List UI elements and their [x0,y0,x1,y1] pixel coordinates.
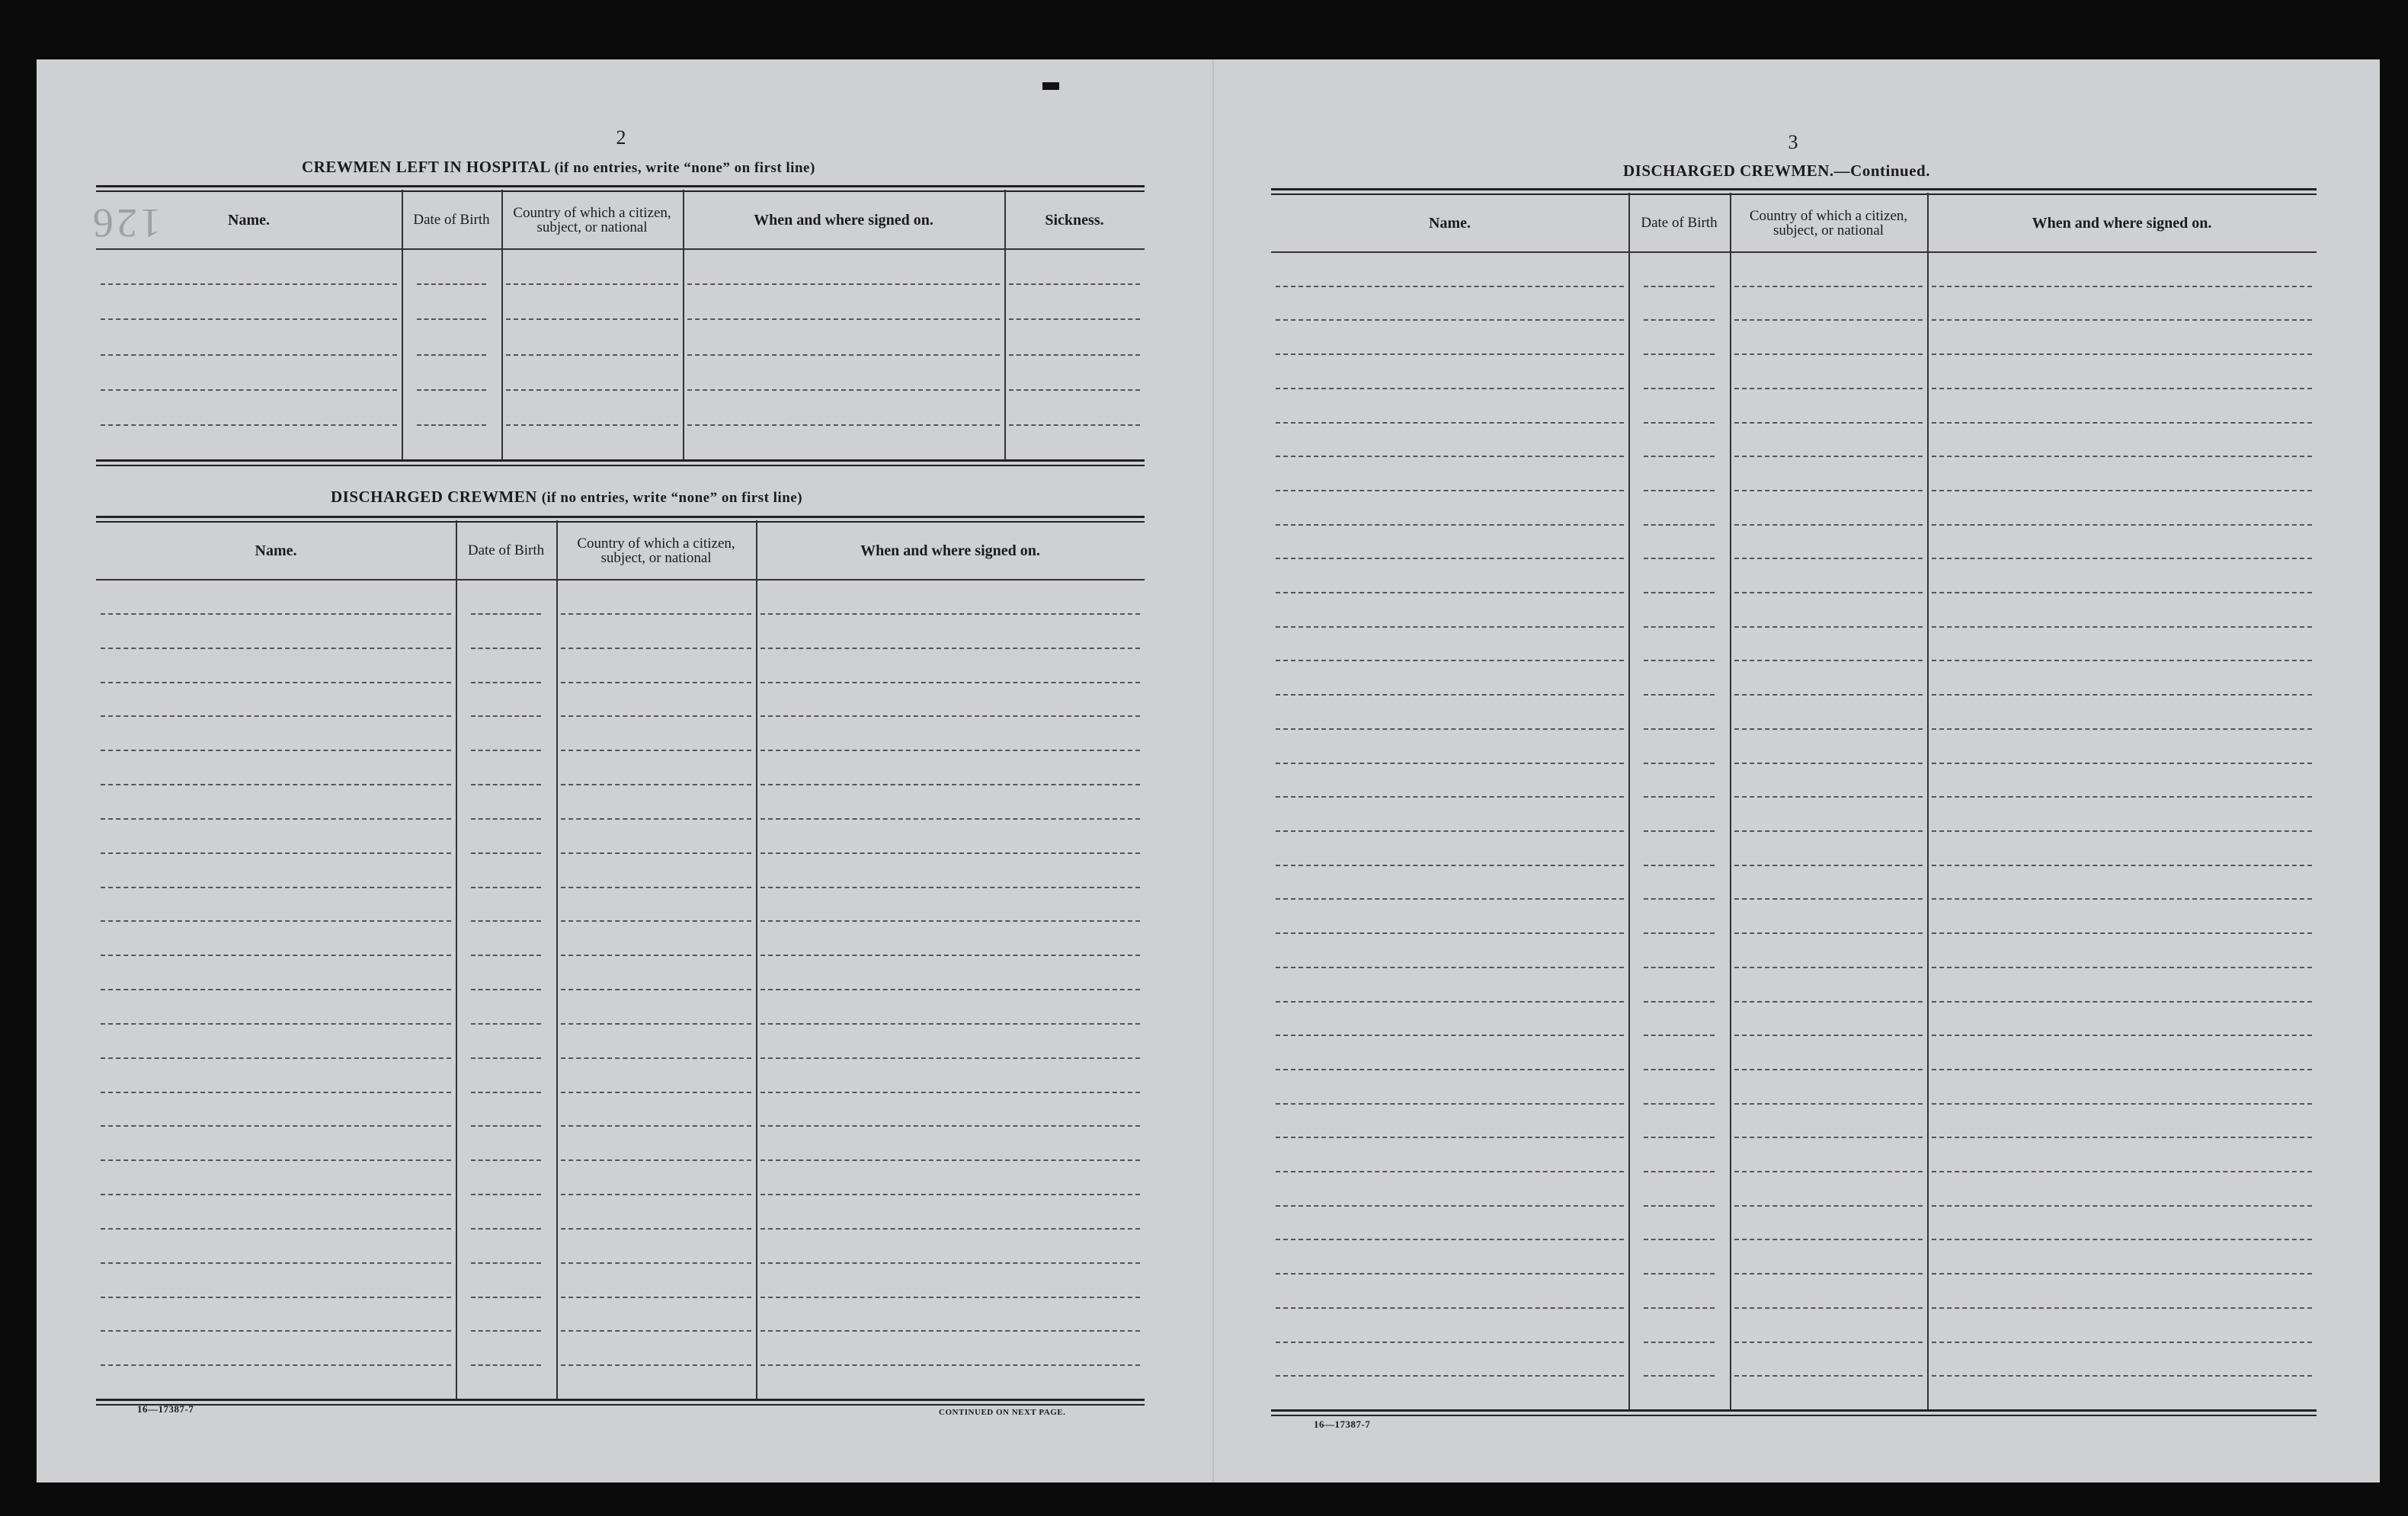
form-sheet [37,59,2380,1482]
continued-table-ruling-line [1276,1001,1624,1003]
continued-table-ruling-line [1932,319,2312,321]
continued-table-ruling-line [1734,796,1923,798]
continued-table-ruling-line [1644,898,1715,900]
discharged-table-ruling-line [471,955,541,956]
continued-table-ruling-line [1276,1137,1624,1138]
discharged-table-col-divider [456,520,457,1399]
continued-table-ruling-line [1734,558,1923,559]
discharged-table-ruling-line [761,1228,1140,1230]
discharged-table-ruling-line [471,1228,541,1230]
continued-table-ruling-line [1276,1035,1624,1036]
continued-table-ruling-line [1734,1307,1923,1309]
continued-table-ruling-line [1644,1239,1715,1240]
continued-table-ruling-line [1932,592,2312,593]
discharged-table-header-1: Date of Birth [467,542,545,558]
discharged-table-ruling-line [471,1330,541,1332]
continued-table-ruling-line [1276,456,1624,457]
discharged-table-ruling-line [761,989,1140,990]
hospital-table-ruling-line [101,424,397,426]
discharged-table-ruling-line [101,1125,451,1127]
continued-table-ruling-line [1734,490,1923,491]
hospital-table-ruling-line [506,424,678,426]
continued-table-ruling-line [1276,388,1624,389]
discharged-table-ruling-line [471,682,541,683]
continued-table-ruling-line [1644,1375,1715,1377]
hospital-table-ruling-line [1009,389,1140,391]
continued-table-ruling-line [1276,286,1624,287]
discharged-table-ruling-line [471,1364,541,1366]
discharged-table-ruling-line [471,852,541,854]
continued-table-ruling-line [1644,932,1715,934]
discharged-table-ruling-line [101,1057,451,1059]
discharged-table-ruling-line [101,1297,451,1298]
discharged-table-ruling-line [561,989,751,990]
continued-table-col-divider [1628,193,1630,1409]
discharged-table-ruling-line [561,1194,751,1195]
discharged-table-ruling-line [471,613,541,615]
discharged-table-ruling-line [761,682,1140,683]
continued-table-ruling-line [1932,286,2312,287]
discharged-table-ruling-line [471,648,541,649]
continued-table-ruling-line [1644,660,1715,661]
discharged-table-ruling-line [101,1023,451,1025]
continued-table-ruling-line [1644,796,1715,798]
continued-table-ruling-line [1276,865,1624,866]
hospital-table-header-1: Date of Birth [413,212,490,228]
continued-table-ruling-line [1276,1342,1624,1343]
continued-table-ruling-line [1932,728,2312,730]
continued-table-ruling-line [1734,1239,1923,1240]
continued-table-ruling-line [1644,1001,1715,1003]
discharged-table-ruling-line [101,818,451,820]
continued-table-header-1: Date of Birth [1641,215,1718,231]
continued-table-ruling-line [1644,490,1715,491]
discharged-table-ruling-line [561,887,751,888]
hospital-table-ruling-line [506,318,678,320]
continued-table-col-divider [1730,193,1731,1409]
continued-table-ruling-line [1734,865,1923,866]
discharged-table-header-0: Name. [255,542,297,559]
continued-table-ruling-line [1734,388,1923,389]
discharged-table-ruling-line [761,750,1140,751]
hospital-table-ruling-line [506,354,678,356]
continued-table-ruling-line [1932,1069,2312,1070]
continued-table-ruling-line [1734,524,1923,526]
discharged-table-col-divider [556,520,558,1399]
continued-table-ruling-line [1276,353,1624,355]
continued-table-ruling-line [1644,524,1715,526]
discharged-table-ruling-line [471,818,541,820]
discharged-table-ruling-line [561,1023,751,1025]
hospital-table-ruling-line [101,354,397,356]
hospital-table-bottom-rule [96,459,1145,462]
continued-table-ruling-line [1734,456,1923,457]
discharged-table-col-divider [756,520,757,1399]
continued-table-ruling-line [1932,1375,2312,1377]
continued-table-ruling-line [1932,524,2312,526]
discharged-table-ruling-line [101,682,451,683]
discharged-table-ruling-line [761,1125,1140,1127]
continued-table-ruling-line [1644,1069,1715,1070]
continued-table-ruling-line [1644,1171,1715,1172]
discharged-table-ruling-line [561,852,751,854]
discharged-table-ruling-line [471,1262,541,1264]
continued-table-ruling-line [1734,286,1923,287]
continued-table-ruling-line [1644,558,1715,559]
continued-table-ruling-line [1734,1205,1923,1207]
discharged-table-ruling-line [761,613,1140,615]
discharged-title-text: DISCHARGED CREWMEN [331,488,537,506]
continued-table-ruling-line [1932,1171,2312,1172]
continued-table-bottom-rule [1271,1409,2317,1412]
discharged-table-ruling-line [761,887,1140,888]
discharged-table-ruling-line [761,1023,1140,1025]
continued-table-ruling-line [1276,1205,1624,1207]
hospital-table-ruling-line [687,318,1000,320]
continued-table-ruling-line [1276,558,1624,559]
continued-table-ruling-line [1932,1137,2312,1138]
bleed-through-number: 126 [90,200,161,246]
continued-table-ruling-line [1734,967,1923,968]
hospital-title-text: CREWMEN LEFT IN HOSPITAL [302,158,550,176]
continued-table-ruling-line [1932,830,2312,832]
discharged-table-ruling-line [561,818,751,820]
continued-table-ruling-line [1644,456,1715,457]
continued-table-ruling-line [1734,1001,1923,1003]
hospital-table-ruling-line [101,283,397,285]
continued-section-title: DISCHARGED CREWMEN.—Continued. [1623,162,1930,180]
discharged-table-ruling-line [561,1125,751,1127]
hospital-table-ruling-line [687,389,1000,391]
continued-table-ruling-line [1734,728,1923,730]
continued-table-ruling-line [1932,456,2312,457]
discharged-table-ruling-line [101,887,451,888]
continued-table-ruling-line [1932,1273,2312,1275]
form-number-right: 16—17387-7 [1314,1418,1371,1430]
discharged-table-ruling-line [471,784,541,785]
continued-table-ruling-line [1734,592,1923,593]
continued-table-ruling-line [1734,626,1923,628]
discharged-title-note: (if no entries, write “none” on first line) [541,490,803,506]
continued-table-ruling-line [1932,1205,2312,1207]
discharged-table-ruling-line [101,750,451,751]
continued-table-ruling-line [1932,898,2312,900]
discharged-table-ruling-line [561,682,751,683]
continued-table-ruling-line [1276,694,1624,696]
continued-table-ruling-line [1932,1001,2312,1003]
continued-table-ruling-line [1644,1342,1715,1343]
continued-table-ruling-line [1276,898,1624,900]
discharged-table-header-2: Country of which a citizen, subject, or national [577,535,735,566]
continued-table-ruling-line [1932,353,2312,355]
continued-table-ruling-line [1932,558,2312,559]
discharged-table-ruling-line [471,1159,541,1161]
continued-table-ruling-line [1644,1273,1715,1275]
continued-table-header-rule [1271,251,2317,253]
discharged-table-ruling-line [761,1297,1140,1298]
continued-table-ruling-line [1644,626,1715,628]
hospital-table-ruling-line [417,424,486,426]
discharged-table-ruling-line [761,1057,1140,1059]
continued-table-ruling-line [1734,694,1923,696]
continued-table-ruling-line [1932,796,2312,798]
discharged-table-ruling-line [761,1330,1140,1332]
continued-table-ruling-line [1276,524,1624,526]
discharged-table-ruling-line [101,715,451,717]
discharged-table-ruling-line [561,715,751,717]
continued-table-ruling-line [1734,1035,1923,1036]
continued-table-ruling-line [1644,422,1715,424]
discharged-table-header-rule [96,579,1145,580]
discharged-table-ruling-line [761,1092,1140,1093]
discharged-table-ruling-line [471,920,541,922]
hospital-table-ruling-line [687,283,1000,285]
discharged-table-ruling-line [561,1057,751,1059]
hospital-title-note: (if no entries, write “none” on first line) [554,160,815,176]
continued-table-top-rule [1271,188,2317,190]
discharged-table-ruling-line [761,955,1140,956]
discharged-table-ruling-line [471,989,541,990]
discharged-table-ruling-line [561,920,751,922]
continued-table-ruling-line [1644,1103,1715,1105]
hospital-table-ruling-line [687,354,1000,356]
discharged-table-ruling-line [561,1228,751,1230]
hospital-table-header-rule [96,248,1145,250]
continued-table-ruling-line [1734,319,1923,321]
continued-table-ruling-line [1932,1307,2312,1309]
discharged-table-ruling-line [761,1159,1140,1161]
discharged-table-ruling-line [471,750,541,751]
continued-table-ruling-line [1644,1307,1715,1309]
hospital-table-ruling-line [1009,283,1140,285]
continued-table-ruling-line [1644,865,1715,866]
continued-table-ruling-line [1644,319,1715,321]
discharged-table-ruling-line [101,955,451,956]
discharged-table-ruling-line [101,920,451,922]
continued-table-ruling-line [1276,592,1624,593]
continued-table-ruling-line [1644,728,1715,730]
ink-blot [1042,82,1059,90]
continued-table-ruling-line [1644,763,1715,764]
hospital-table-ruling-line [417,283,486,285]
continued-table-ruling-line [1734,1069,1923,1070]
continued-table-ruling-line [1644,1137,1715,1138]
continued-table-ruling-line [1644,353,1715,355]
continued-table-ruling-line [1734,1342,1923,1343]
continued-table-ruling-line [1644,1035,1715,1036]
continued-table-ruling-line [1932,763,2312,764]
continued-table-ruling-line [1644,694,1715,696]
continued-table-ruling-line [1932,626,2312,628]
discharged-table-ruling-line [561,1092,751,1093]
continued-table-ruling-line [1734,660,1923,661]
discharged-table-ruling-line [761,1262,1140,1264]
continued-table-ruling-line [1644,967,1715,968]
continued-table-ruling-line [1276,1307,1624,1309]
discharged-table-ruling-line [101,648,451,649]
discharged-table-ruling-line [561,784,751,785]
continued-table-ruling-line [1276,728,1624,730]
discharged-table-header-3: When and where signed on. [860,542,1040,559]
continued-table-ruling-line [1276,1103,1624,1105]
hospital-table-ruling-line [101,318,397,320]
continued-table-ruling-line [1644,286,1715,287]
continued-table-ruling-line [1276,422,1624,424]
continued-table-ruling-line [1276,796,1624,798]
discharged-table-ruling-line [101,1228,451,1230]
discharged-table-ruling-line [471,1297,541,1298]
continued-table-ruling-line [1932,388,2312,389]
discharged-table-ruling-line [101,1262,451,1264]
hospital-table-ruling-line [1009,318,1140,320]
continued-table-ruling-line [1276,1375,1624,1377]
hospital-table-header-2: Country of which a citizen, subject, or national [513,204,671,235]
discharged-section-title [331,488,802,507]
discharged-table-ruling-line [471,715,541,717]
hospital-table-header-3: When and where signed on. [754,211,933,229]
discharged-table-ruling-line [101,1330,451,1332]
continued-table-ruling-line [1932,694,2312,696]
continued-table-header-2: Country of which a citizen, subject, or national [1749,207,1908,238]
continued-table-header-0: Name. [1429,214,1471,232]
discharged-table-ruling-line [561,1364,751,1366]
discharged-table-ruling-line [101,1092,451,1093]
continued-table-ruling-line [1276,932,1624,934]
discharged-table-ruling-line [561,1297,751,1298]
continued-table-ruling-line [1932,1035,2312,1036]
discharged-table-ruling-line [761,818,1140,820]
hospital-table-ruling-line [417,354,486,356]
continued-table-ruling-line [1734,1375,1923,1377]
continued-table-ruling-line [1644,830,1715,832]
discharged-table-ruling-line [101,1194,451,1195]
hospital-table-ruling-line [687,424,1000,426]
continued-table-ruling-line [1932,865,2312,866]
continued-table-ruling-line [1734,1137,1923,1138]
continued-table-col-divider [1927,193,1929,1409]
discharged-table-bottom-rule [96,1399,1145,1401]
continued-table-header-3: When and where signed on. [2032,214,2212,232]
continued-table-ruling-line [1734,932,1923,934]
continued-table-ruling-line [1276,830,1624,832]
continued-table-ruling-line [1932,932,2312,934]
continued-table-ruling-line [1276,1171,1624,1172]
continued-table-ruling-line [1644,388,1715,389]
hospital-table-ruling-line [417,318,486,320]
hospital-table-header-0: Name. [228,211,270,229]
discharged-table-ruling-line [101,784,451,785]
hospital-table-ruling-line [506,389,678,391]
discharged-table-ruling-line [101,1364,451,1366]
continued-table-ruling-line [1644,592,1715,593]
discharged-table-ruling-line [471,1057,541,1059]
discharged-table-top-rule [96,516,1145,518]
discharged-table-ruling-line [101,989,451,990]
continued-table-ruling-line [1932,1103,2312,1105]
continued-table-ruling-line [1276,1273,1624,1275]
continued-table-ruling-line [1644,1205,1715,1207]
discharged-table-ruling-line [561,1159,751,1161]
continued-table-ruling-line [1276,660,1624,661]
continued-table-ruling-line [1734,898,1923,900]
page-number-right: 3 [1788,131,1798,153]
continued-table-ruling-line [1932,1239,2312,1240]
continued-table-ruling-line [1276,1239,1624,1240]
discharged-table-ruling-line [761,1364,1140,1366]
hospital-table-ruling-line [101,389,397,391]
continued-table-ruling-line [1276,763,1624,764]
continued-table-ruling-line [1932,1342,2312,1343]
continued-table-ruling-line [1734,353,1923,355]
discharged-table-ruling-line [471,1194,541,1195]
discharged-table-ruling-line [761,648,1140,649]
discharged-table-ruling-line [761,715,1140,717]
discharged-table-ruling-line [561,1262,751,1264]
discharged-table-ruling-line [761,920,1140,922]
page-fold [1212,59,1214,1482]
continued-table-ruling-line [1276,319,1624,321]
continued-table-ruling-line [1734,1171,1923,1172]
discharged-table-ruling-line [761,1194,1140,1195]
hospital-table-ruling-line [417,389,486,391]
continued-table-ruling-line [1276,626,1624,628]
discharged-table-ruling-line [561,648,751,649]
continued-table-ruling-line [1276,1069,1624,1070]
continued-table-ruling-line [1734,1273,1923,1275]
hospital-section-title [302,158,815,177]
hospital-table-header-4: Sickness. [1045,211,1104,229]
discharged-table-ruling-line [471,887,541,888]
hospital-table-ruling-line [1009,424,1140,426]
continued-note: CONTINUED ON NEXT PAGE. [939,1408,1066,1417]
discharged-table-ruling-line [561,955,751,956]
continued-table-ruling-line [1932,422,2312,424]
page-number-left: 2 [616,126,626,149]
discharged-table-ruling-line [471,1092,541,1093]
discharged-table-ruling-line [101,852,451,854]
discharged-table-ruling-line [761,852,1140,854]
discharged-table-ruling-line [561,613,751,615]
continued-table-ruling-line [1932,490,2312,491]
continued-table-ruling-line [1734,422,1923,424]
continued-table-ruling-line [1932,967,2312,968]
continued-table-ruling-line [1734,1103,1923,1105]
discharged-table-ruling-line [761,784,1140,785]
form-number-left: 16—17387-7 [137,1403,194,1415]
discharged-table-ruling-line [471,1023,541,1025]
discharged-table-ruling-line [101,1159,451,1161]
hospital-table-top-rule [96,185,1145,187]
hospital-table-ruling-line [1009,354,1140,356]
continued-table-ruling-line [1932,660,2312,661]
continued-table-ruling-line [1734,763,1923,764]
discharged-table-ruling-line [561,750,751,751]
continued-table-ruling-line [1276,967,1624,968]
hospital-table-ruling-line [506,283,678,285]
continued-table-ruling-line [1276,490,1624,491]
discharged-table-ruling-line [101,613,451,615]
continued-table-ruling-line [1734,830,1923,832]
discharged-table-ruling-line [561,1330,751,1332]
discharged-table-ruling-line [471,1125,541,1127]
